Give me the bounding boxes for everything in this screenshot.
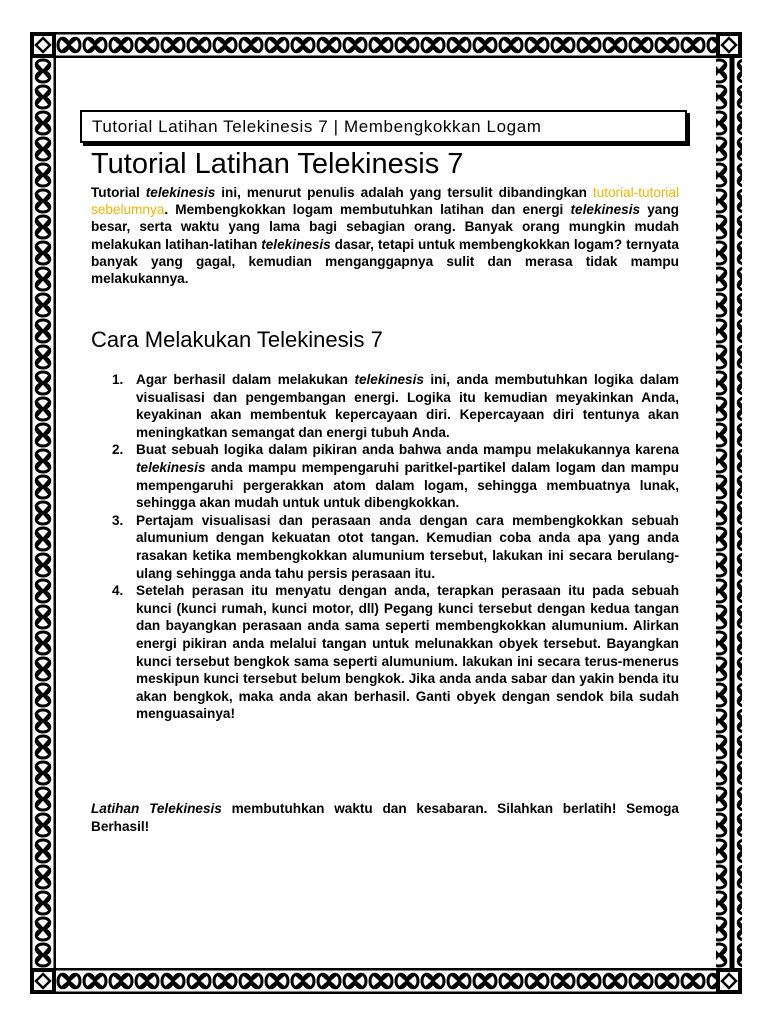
page-title: Tutorial Latihan Telekinesis 7 (91, 148, 464, 180)
closing-text: membutuhkan waktu dan kesabaran. Silahkan berlatih! Semoga Berhasil! (91, 801, 679, 834)
intro-text-3: ini, menurut penulis adalah yang tersulit dibandingkan (215, 185, 593, 200)
list-item-number: 4. (112, 583, 124, 599)
list-item-text-2: ini, anda membutuhkan logika dalam visualisasi dan pengembangan energi. Logika itu kemudian meyakinkan Anda, keyakinan akan membentuk kepercayaan diri. Kepercayaan diri tentunya akan meningkatkan semangat dan energi tubuh Anda. (136, 372, 679, 440)
list-item (108, 441, 679, 511)
list-item-text: Buat sebuah logika dalam pikiran anda bahwa anda mampu melakukannya karena (136, 442, 679, 458)
previous-tutorials-link[interactable]: tutorial-tutorial sebelumnya (91, 185, 680, 218)
intro-text-6: yang besar, serta waktu yang lama bagi sebagian orang. Banyak orang mungkin mudah melakukan latihan-latihan (91, 202, 679, 252)
list-item-text: Agar berhasil dalam melakukan (136, 372, 355, 387)
intro-emphasis-3: telekinesis (261, 236, 331, 252)
closing-emphasis: Latihan Telekinesis (91, 801, 222, 816)
list-item (108, 582, 679, 723)
document-header-box (80, 110, 687, 143)
list-item-number: 3. (112, 512, 124, 528)
list-item-number: 1. (112, 372, 124, 387)
intro-emphasis-1: telekinesis (145, 185, 216, 200)
list-item-text: Pertajam visualisasi dan perasaan anda dengan cara membengkokkan sebuah alumunium dengan kekuatan otot tangan. Kemudian coba anda apa yang anda rasakan ketika membengkokkan alumunium tersebut, lakukan ini secara berulang-ulang sehingga anda tahu persis perasaan itu. (136, 512, 679, 581)
intro-text-4: . Membengkokkan logam membutuhkan latihan dan energi (164, 202, 571, 218)
list-item (108, 512, 679, 582)
list-item-number: 2. (112, 442, 124, 458)
section-heading: Cara Melakukan Telekinesis 7 (91, 327, 383, 352)
list-item-text: Setelah perasan itu menyatu dengan anda, terapkan perasaan itu pada sebuah kunci (kunci rumah, kunci motor, dll) Pegang kunci tersebut dengan kedua tangan dan bayangkan perasaan anda sama seperti membengkokkan alumunium. Alirkan energi pikiran anda melalui tangan untuk melunakkan obyek tersebut. Bayangkan kunci tersebut bengkok sama seperti alumunium. lakukan ini secara terus-menerus meskipun kunci tersebut belum bengkok. Jika anda anda sabar dan yakin benda itu akan bengkok, maka anda akan berhasil. Ganti obyek dengan sendok bila sudah menguasainya! (136, 583, 679, 722)
intro-paragraph (91, 184, 679, 287)
intro-emphasis-2: telekinesis (570, 202, 641, 218)
intro-text-1: Tutorial (91, 185, 146, 200)
closing-paragraph (91, 800, 679, 835)
document-header-text: Tutorial Latihan Telekinesis 7 | Membengkokkan Logam (92, 116, 542, 136)
list-item-emphasis: telekinesis (354, 372, 424, 387)
intro-text-8: dasar, tetapi untuk membengkokkan logam? ternyata banyak yang gagal, kemudian menganggapnya sulit dan merasa tidak mampu melakukannya. (91, 236, 679, 287)
list-item (108, 371, 679, 441)
steps-list (108, 371, 679, 723)
list-item-emphasis: telekinesis (136, 459, 206, 475)
list-item-text-2: anda mampu mempengaruhi paritkel-partikel dalam logam dan mampu mempengaruhi pergerakkan atom dalam logam, sehingga membuatnya lunak, sehingga akan mudah untuk untuk dibengkokkan. (136, 459, 679, 511)
